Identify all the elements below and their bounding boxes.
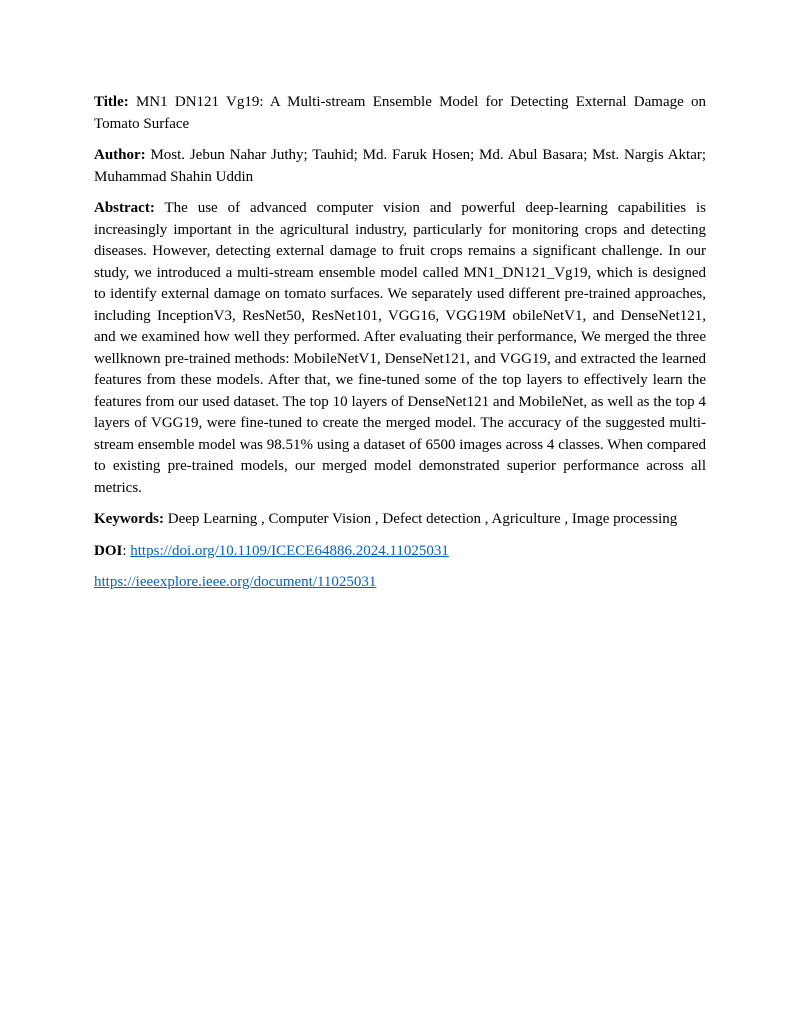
abstract-text: The use of advanced computer vision and powerful deep-learning capabilities is increasingly important in the agricultural industry, particularly for monitoring crops and detecting diseases. However, detecting external damage to fruit crops remains a significant challenge. In our study, we introduced a multi-stream ensemble model called MN1_DN121_Vg19, which is designed to identify external damage on tomato surfaces. We separately used different pre-trained approaches, including InceptionV3, ResNet50, ResNet101, VGG16, VGG19M obileNetV1, and DenseNet121, and we examined how well they performed. After evaluating their performance, We merged the three wellknown pre-trained methods: MobileNetV1, DenseNet121, and VGG19, and extracted the learned features from these models. After that, we fine-tuned some of the top layers to effectively learn the features from our used dataset. The top 10 layers of DenseNet121 and MobileNet, as well as the top 4 layers of VGG19, were fine-tuned to create the merged model. The accuracy of the suggested multi-stream ensemble model was 98.51% using a dataset of 6500 images across 4 classes. When compared to existing pre-trained models, our merged model demonstrated superior performance across all metrics. [94, 200, 706, 496]
title-text: MN1 DN121 Vg19: A Multi-stream Ensemble Model for Detecting External Damage on Tomato Surface [94, 94, 707, 132]
keywords-paragraph [94, 509, 706, 531]
keywords-text: Deep Learning , Computer Vision , Defect detection , Agriculture , Image processing [167, 511, 678, 527]
keywords-label: Keywords: [94, 511, 164, 527]
title-paragraph [94, 92, 706, 135]
doi-paragraph [94, 541, 706, 563]
author-text: Most. Jebun Nahar Juthy; Tauhid; Md. Faruk Hosen; Md. Abul Basara; Mst. Nargis Aktar; Muhammad Shahin Uddin [94, 147, 707, 185]
doi-link[interactable]: https://doi.org/10.1109/ICECE64886.2024.11025031 [130, 542, 449, 559]
abstract-label: Abstract: [94, 200, 155, 216]
title-label: Title: [94, 94, 129, 110]
author-paragraph [94, 145, 706, 188]
document-page [94, 92, 706, 594]
ieee-link-paragraph [94, 572, 706, 594]
doi-separator: : [122, 542, 127, 559]
doi-label: DOI [94, 542, 123, 559]
ieee-explore-link[interactable]: https://ieeexplore.ieee.org/document/11025031 [94, 574, 377, 590]
abstract-paragraph [94, 198, 706, 499]
author-label: Author: [94, 147, 146, 163]
